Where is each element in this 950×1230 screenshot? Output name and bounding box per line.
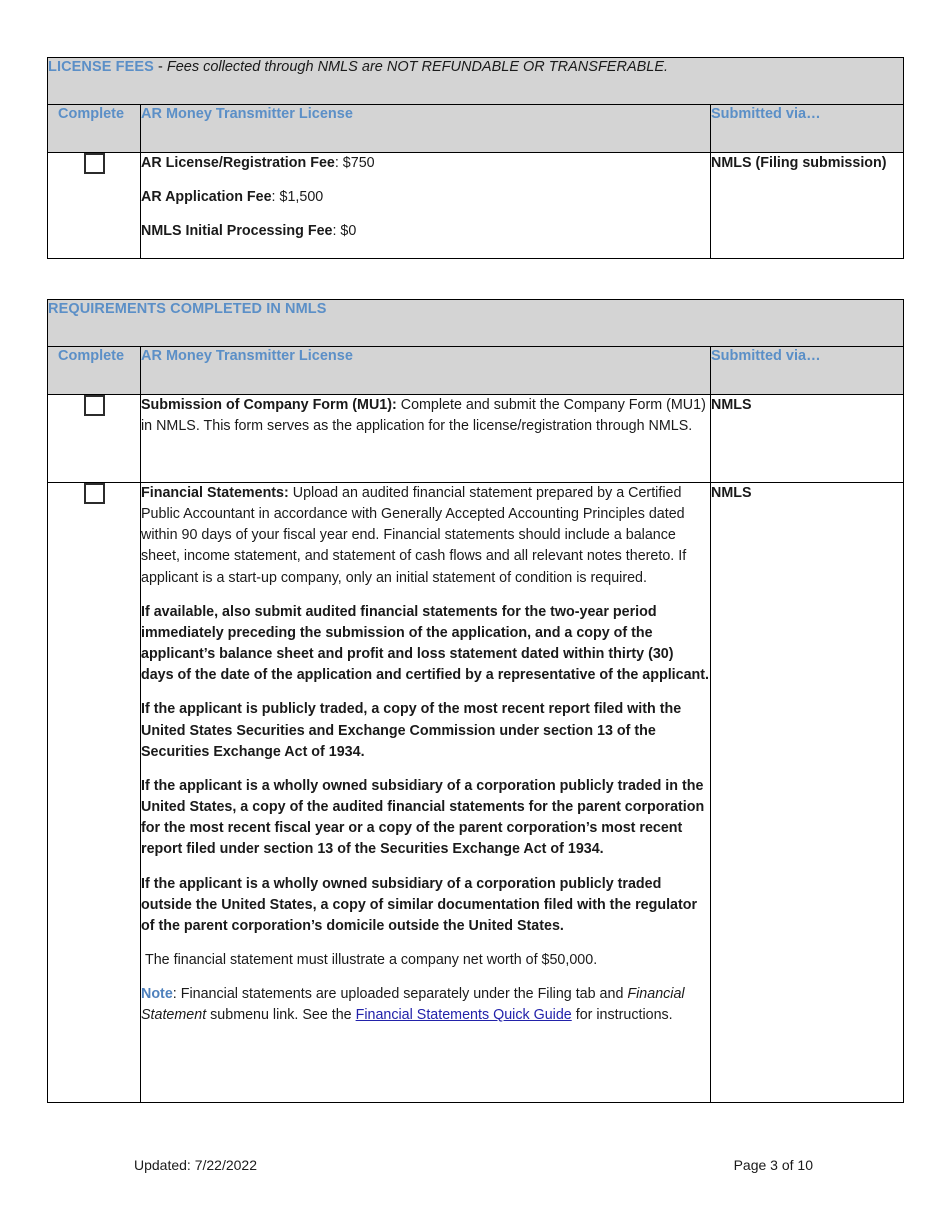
financial-statements-checkbox[interactable]: [84, 483, 105, 504]
license-fees-subtitle: Fees collected through NMLS are NOT REFUNDABLE OR TRANSFERABLE.: [166, 59, 669, 75]
license-fees-col-complete: [48, 105, 141, 153]
table-row: [48, 483, 904, 1103]
financial-statements-quick-guide-link[interactable]: Financial Statements Quick Guide: [355, 1007, 572, 1024]
license-fee-submitted-via-cell: [711, 153, 904, 259]
footer-updated-date: Updated: 7/22/2022: [134, 1157, 257, 1173]
mu1-submitted-via-cell: [711, 395, 904, 483]
financial-statements-checkbox-cell[interactable]: [48, 483, 141, 1103]
license-fees-col-complete-label: Complete: [58, 106, 125, 122]
fs-body-1: Upload an audited financial statement prepared by a Certified Public Accountant in accordance with Generally Accepted Accounting Principles dated within 90 days of your fiscal year end. Financial statements should include a balance sheet, income statement, and statement of cash flows and all relevant notes thereto. If applicant is a start-up company, only an initial statement of condition is required.: [141, 485, 687, 586]
requirements-header-row: [48, 347, 904, 395]
license-fee-submitted-via-text: NMLS (Filing submission): [711, 155, 887, 171]
fee-label-processing: NMLS Initial Processing Fee: [141, 223, 333, 240]
fs-heading: Financial Statements:: [141, 485, 289, 501]
fs-paragraph-5: If the applicant is a wholly owned subsidiary of a corporation publicly traded outside the United States, a copy of similar documentation filed with the regulator of the parent corporation’s domicile outside the United States.: [141, 875, 698, 934]
license-fee-details-cell: [141, 153, 711, 259]
requirements-title: REQUIREMENTS COMPLETED IN NMLS: [48, 301, 327, 317]
requirements-table: [47, 299, 904, 1103]
license-fees-title: LICENSE FEES: [48, 59, 154, 75]
requirements-col-via: [711, 347, 904, 395]
license-fees-header-row: [48, 105, 904, 153]
requirements-col-complete-label: Complete: [58, 348, 125, 364]
fs-note-text-2: submenu link. See the: [206, 1007, 356, 1024]
license-fees-col-main: [141, 105, 711, 153]
mu1-body: Complete and submit the Company Form (MU1) in NMLS. This form serves as the application for the license/registration through NMLS.: [141, 397, 706, 435]
fee-label-application: AR Application Fee: [141, 189, 272, 206]
license-fee-checkbox-cell[interactable]: [48, 153, 141, 259]
footer-page-number: Page 3 of 10: [733, 1157, 813, 1173]
license-fees-col-main-label: AR Money Transmitter License: [141, 106, 353, 122]
fs-note-italic: Financial Statement: [141, 986, 685, 1024]
fee-label-license: AR License/Registration Fee: [141, 155, 335, 171]
fs-note-text-1: : Financial statements are uploaded separately under the Filing tab and: [172, 986, 628, 1003]
mu1-paragraph: [141, 395, 710, 437]
requirements-banner-row: [48, 300, 904, 347]
requirements-col-via-label: Submitted via…: [711, 348, 821, 364]
fee-line-processing: [141, 221, 710, 242]
fee-value-license: : $750: [334, 155, 375, 171]
requirements-col-main-label: AR Money Transmitter License: [141, 348, 353, 364]
license-fees-col-via: [711, 105, 904, 153]
license-fees-col-via-label: Submitted via…: [711, 106, 821, 122]
table-row: [48, 395, 904, 483]
license-fees-banner-cell: [48, 58, 904, 105]
license-fees-banner-row: [48, 58, 904, 105]
mu1-checkbox-cell[interactable]: [48, 395, 141, 483]
mu1-submitted-via-text: NMLS: [711, 397, 752, 413]
financial-statements-submitted-via-cell: [711, 483, 904, 1103]
financial-statements-details-cell: [141, 483, 711, 1103]
requirements-col-complete: [48, 347, 141, 395]
fs-paragraph-2: If available, also submit audited financial statements for the two-year period immediately preceding the submission of the application, and a copy of the applicant’s balance sheet and profit and loss statement dated within thirty (30) days of the date of the application and certified by a representative of the applicant.: [141, 603, 710, 684]
license-fees-table: [47, 57, 904, 259]
fs-note-label: Note: [141, 986, 173, 1003]
fee-value-application: : $1,500: [271, 189, 324, 206]
license-fees-dash: -: [153, 59, 167, 75]
fee-value-processing: : $0: [332, 223, 357, 240]
requirements-col-main: [141, 347, 711, 395]
fs-note-text-3: for instructions.: [571, 1007, 673, 1024]
fs-paragraph-6: The financial statement must illustrate a company net worth of $50,000.: [145, 951, 598, 968]
fs-paragraph-3: If the applicant is publicly traded, a copy of the most recent report filed with the United States Securities and Exchange Commission under section 13 of the Securities Exchange Act of 1934.: [141, 701, 682, 760]
fs-paragraph-1: [141, 483, 710, 589]
page-footer: [47, 1152, 904, 1178]
fee-line-application: [141, 187, 710, 208]
table-row: [48, 153, 904, 259]
fs-note-paragraph: [141, 984, 710, 1026]
mu1-details-cell: [141, 395, 711, 483]
fee-line-license: [141, 153, 710, 174]
financial-statements-submitted-via-text: NMLS: [711, 485, 752, 501]
mu1-heading: Submission of Company Form (MU1):: [141, 397, 397, 413]
license-fee-checkbox[interactable]: [84, 153, 105, 174]
mu1-checkbox[interactable]: [84, 395, 105, 416]
requirements-banner-cell: [48, 300, 904, 347]
fs-paragraph-4: If the applicant is a wholly owned subsidiary of a corporation publicly traded in the United States, a copy of the audited financial statements for the parent corporation for the most recent fiscal year or a copy of the parent corporation’s most recent report filed under section 13 of the Securities Exchange Act of 1934.: [141, 777, 705, 858]
